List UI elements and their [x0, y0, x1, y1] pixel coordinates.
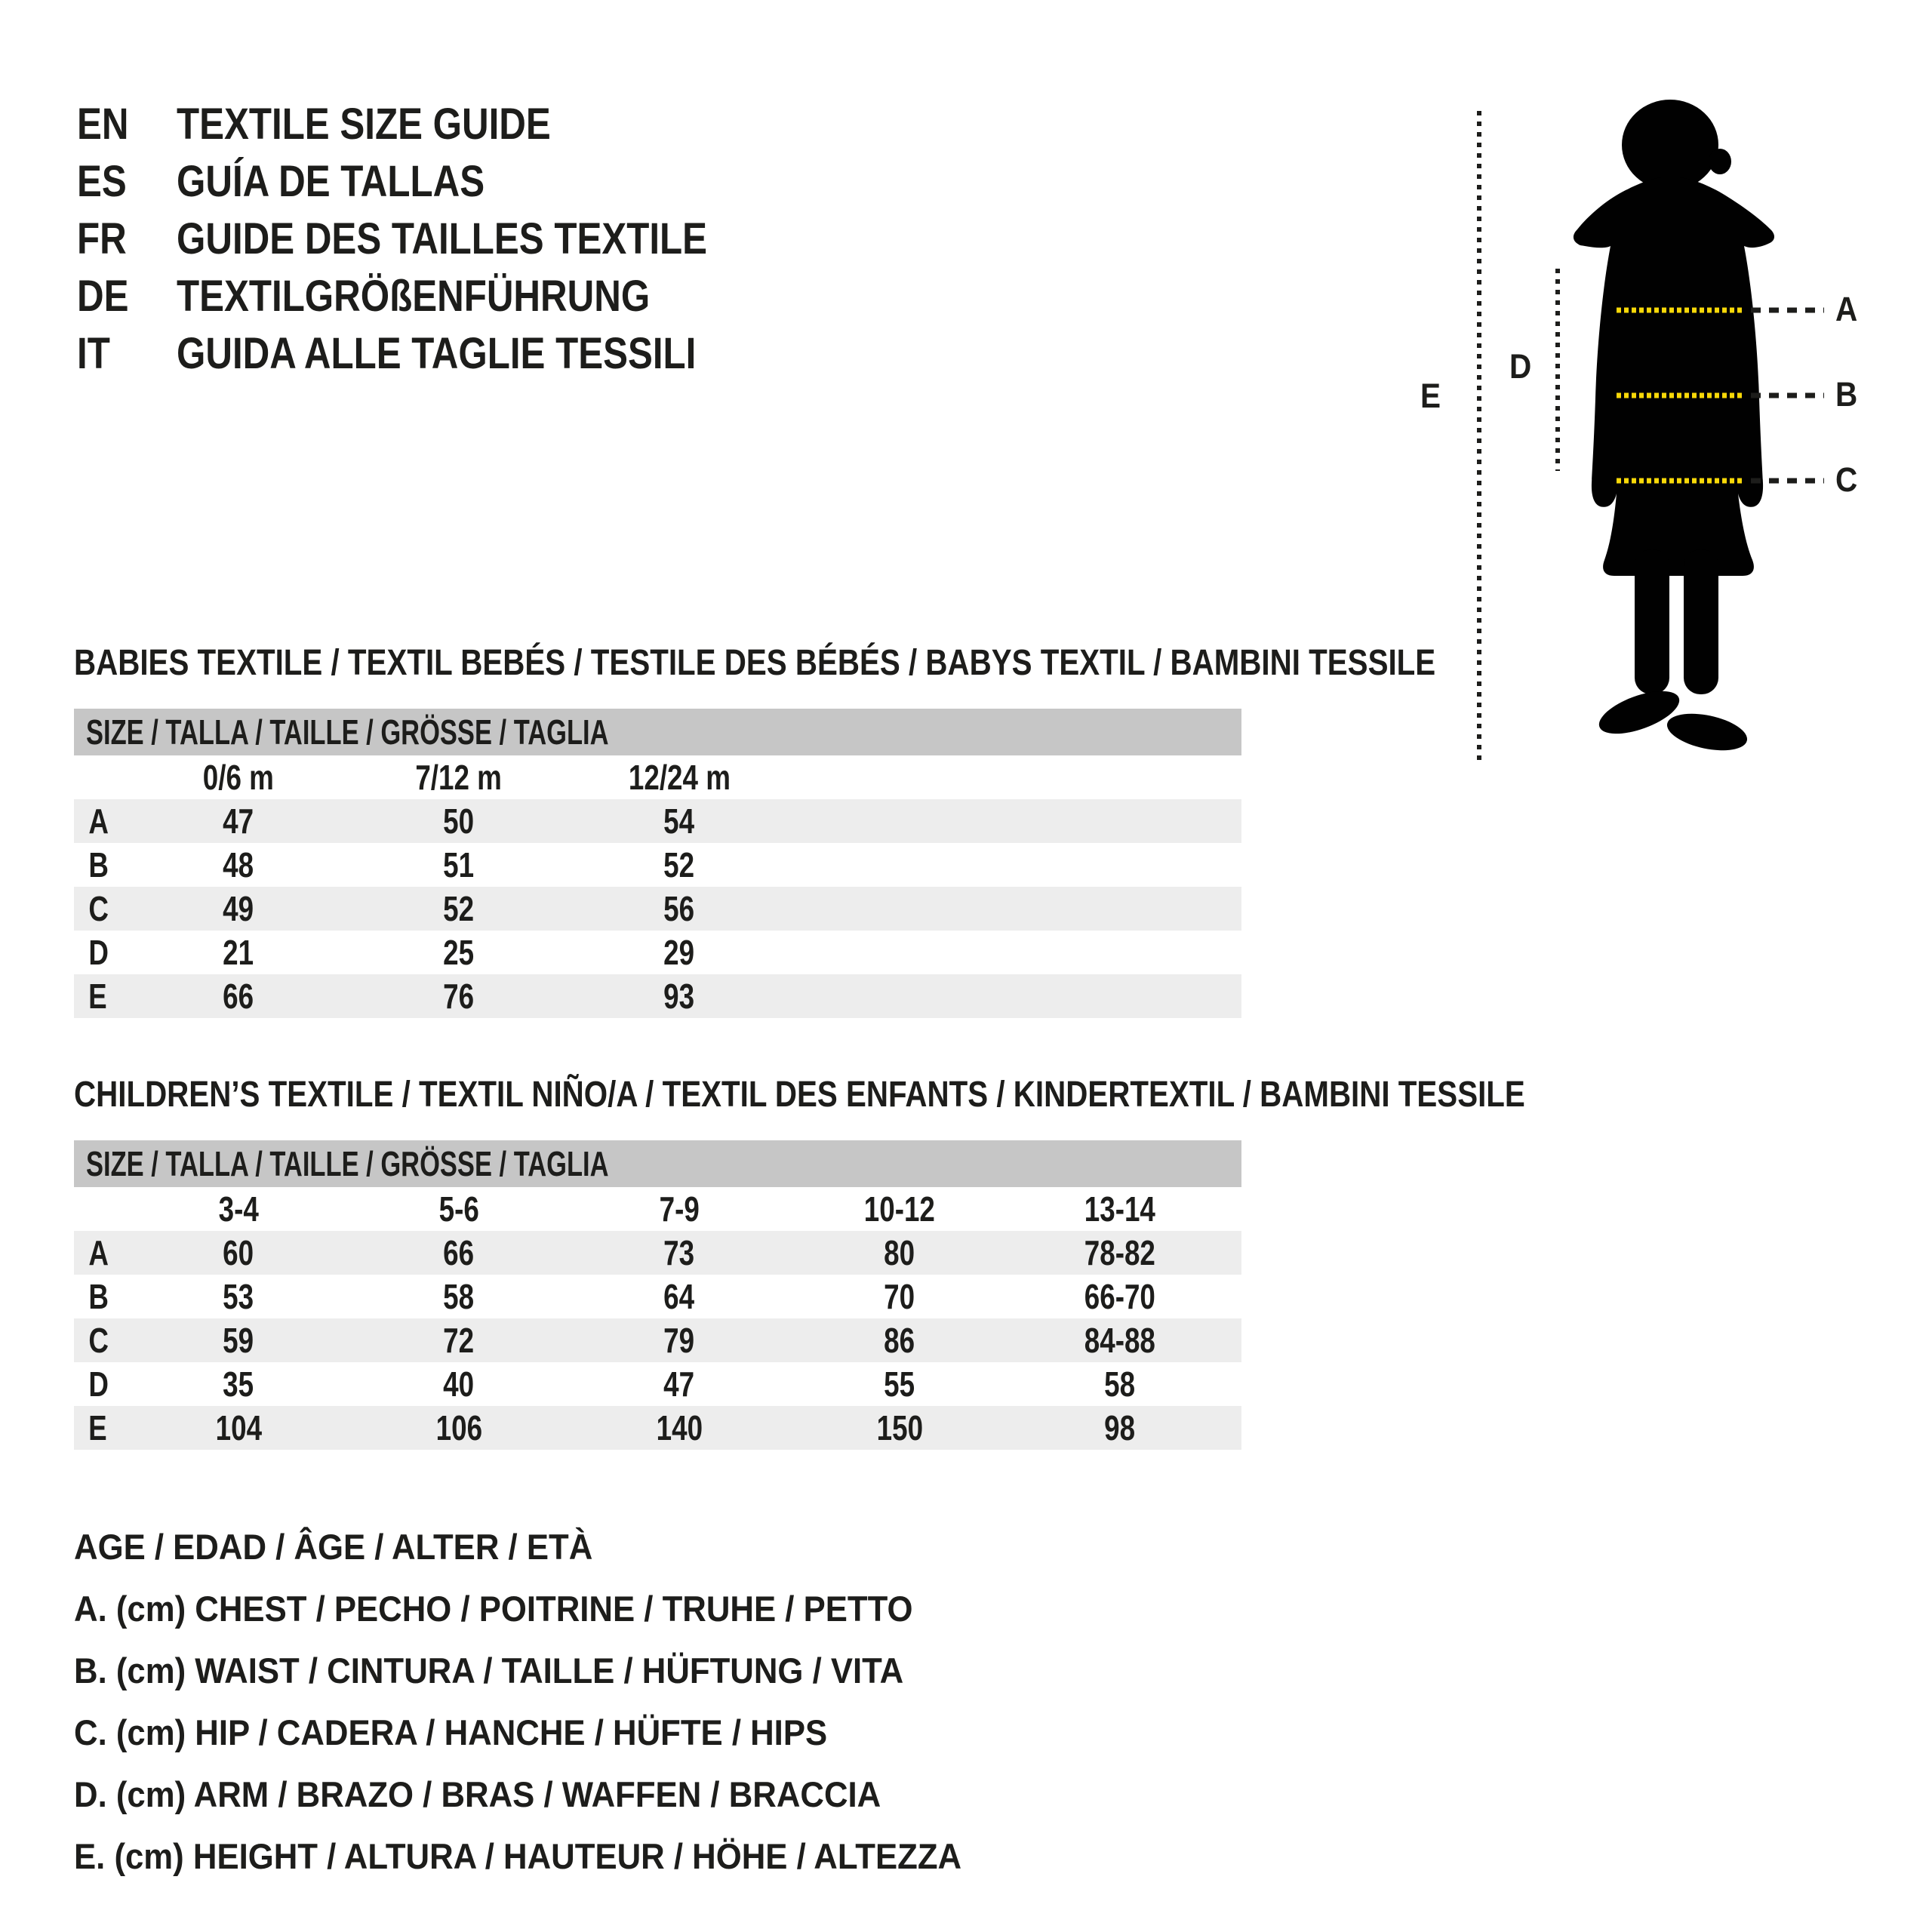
measure-label-d: D	[1509, 347, 1532, 386]
table-cell: 54	[663, 801, 695, 841]
language-row-es	[77, 152, 801, 210]
measurement-legend	[74, 1515, 1029, 1887]
table-cell: 52	[663, 845, 695, 884]
table-cell: 140	[656, 1408, 703, 1447]
table-cell: 40	[443, 1364, 475, 1404]
table-cell: 66	[443, 1233, 475, 1272]
table-cell: 49	[223, 889, 254, 928]
table-cell: 84-88	[1084, 1321, 1156, 1360]
measure-label-a: A	[1835, 290, 1858, 328]
table-cell: 66-70	[1084, 1277, 1156, 1316]
table-cell: 58	[1104, 1364, 1136, 1404]
language-code-it: IT	[77, 328, 110, 378]
language-code-es: ES	[77, 156, 127, 206]
babies-column-7-12m: 7/12 m	[415, 758, 503, 797]
babies-size-header-bar: SIZE / TALLA / TAILLE / GRÖSSE / TAGLIA	[74, 709, 1241, 755]
table-cell: 58	[443, 1277, 475, 1316]
silhouette-ear	[1709, 149, 1731, 174]
babies-column-0-6m: 0/6 m	[202, 758, 275, 797]
children-column-13-14: 13-14	[1084, 1189, 1156, 1229]
table-cell: 80	[884, 1233, 915, 1272]
row-label: B	[88, 845, 109, 884]
table-cell: 79	[663, 1321, 695, 1360]
language-row-it	[77, 325, 801, 382]
babies-row-e	[74, 974, 1241, 1018]
legend-waist: B. (cm) WAIST / CINTURA / TAILLE / HÜFTUNG / VITA	[74, 1650, 904, 1690]
row-label: E	[88, 1408, 107, 1447]
babies-row-b	[74, 843, 1241, 887]
language-code-en: EN	[77, 99, 129, 149]
children-row-b	[74, 1275, 1241, 1318]
table-cell: 60	[223, 1233, 254, 1272]
babies-section-title: BABIES TEXTILE / TEXTIL BEBÉS / TESTILE DES BÉBÉS / BABYS TEXTIL / BAMBINI TESSILE	[74, 642, 1436, 683]
row-label: A	[88, 1233, 109, 1272]
babies-row-c	[74, 887, 1241, 931]
table-cell: 53	[223, 1277, 254, 1316]
table-cell: 51	[443, 845, 475, 884]
table-cell: 73	[663, 1233, 695, 1272]
guide-title-es: GUÍA DE TALLAS	[177, 156, 485, 206]
row-label: D	[88, 1364, 109, 1404]
legend-age: AGE / EDAD / ÂGE / ALTER / ETÀ	[74, 1526, 593, 1567]
measure-label-c: C	[1835, 460, 1858, 499]
children-size-header-bar: SIZE / TALLA / TAILLE / GRÖSSE / TAGLIA	[74, 1140, 1241, 1187]
row-label: E	[88, 977, 107, 1016]
table-cell: 52	[443, 889, 475, 928]
legend-chest: A. (cm) CHEST / PECHO / POITRINE / TRUHE / PETTO	[74, 1588, 913, 1629]
babies-column-12-24m: 12/24 m	[628, 758, 731, 797]
language-title-block	[77, 95, 801, 382]
children-row-a	[74, 1231, 1241, 1275]
table-cell: 150	[876, 1408, 923, 1447]
children-column-3-4: 3-4	[218, 1189, 259, 1229]
table-cell: 106	[435, 1408, 482, 1447]
children-row-c	[74, 1318, 1241, 1362]
table-cell: 72	[443, 1321, 475, 1360]
table-cell: 50	[443, 801, 475, 841]
table-cell: 59	[223, 1321, 254, 1360]
measure-label-b: B	[1835, 375, 1858, 414]
table-cell: 21	[223, 933, 254, 972]
legend-height: E. (cm) HEIGHT / ALTURA / HAUTEUR / HÖHE / ALTEZZA	[74, 1835, 962, 1876]
table-cell: 104	[215, 1408, 262, 1447]
table-cell: 93	[663, 977, 695, 1016]
table-cell: 86	[884, 1321, 915, 1360]
table-cell: 25	[443, 933, 475, 972]
children-row-e	[74, 1406, 1241, 1450]
table-cell: 35	[223, 1364, 254, 1404]
row-label: B	[88, 1277, 109, 1316]
babies-row-d	[74, 931, 1241, 974]
language-row-en	[77, 95, 801, 152]
babies-size-table	[74, 709, 1241, 1018]
guide-title-fr: GUIDE DES TAILLES TEXTILE	[177, 214, 708, 263]
table-cell: 55	[884, 1364, 915, 1404]
table-cell: 48	[223, 845, 254, 884]
row-label: D	[88, 933, 109, 972]
silhouette-torso	[1574, 177, 1774, 576]
babies-row-a	[74, 799, 1241, 843]
silhouette-right-foot	[1664, 707, 1751, 756]
children-column-5-6: 5-6	[438, 1189, 479, 1229]
language-code-de: DE	[77, 271, 129, 321]
language-row-fr	[77, 210, 801, 267]
guide-title-de: TEXTILGRÖßENFÜHRUNG	[177, 271, 651, 321]
language-row-de	[77, 267, 801, 325]
table-cell: 78-82	[1084, 1233, 1156, 1272]
measure-label-e: E	[1420, 377, 1441, 415]
children-column-header-row	[74, 1187, 1241, 1231]
table-cell: 56	[663, 889, 695, 928]
language-code-fr: FR	[77, 214, 127, 263]
children-section-title: CHILDREN’S TEXTILE / TEXTIL NIÑO/A / TEXTIL DES ENFANTS / KINDERTEXTIL / BAMBINI TESSILE	[74, 1074, 1525, 1115]
guide-title-en: TEXTILE SIZE GUIDE	[177, 99, 551, 149]
children-row-d	[74, 1362, 1241, 1406]
row-label: C	[88, 1321, 109, 1360]
table-cell: 47	[663, 1364, 695, 1404]
row-label: A	[88, 801, 109, 841]
table-cell: 47	[223, 801, 254, 841]
table-cell: 98	[1104, 1408, 1136, 1447]
children-column-10-12: 10-12	[863, 1189, 936, 1229]
legend-hip: C. (cm) HIP / CADERA / HANCHE / HÜFTE / HIPS	[74, 1712, 828, 1752]
silhouette-left-foot	[1594, 682, 1684, 743]
babies-column-header-row	[74, 755, 1241, 799]
children-size-table	[74, 1140, 1241, 1450]
children-column-7-9: 7-9	[659, 1189, 700, 1229]
row-label: C	[88, 889, 109, 928]
table-cell: 64	[663, 1277, 695, 1316]
guide-title-it: GUIDA ALLE TAGLIE TESSILI	[177, 328, 697, 378]
table-cell: 76	[443, 977, 475, 1016]
table-cell: 66	[223, 977, 254, 1016]
legend-arm: D. (cm) ARM / BRAZO / BRAS / WAFFEN / BRACCIA	[74, 1774, 881, 1814]
table-cell: 29	[663, 933, 695, 972]
table-cell: 70	[884, 1277, 915, 1316]
